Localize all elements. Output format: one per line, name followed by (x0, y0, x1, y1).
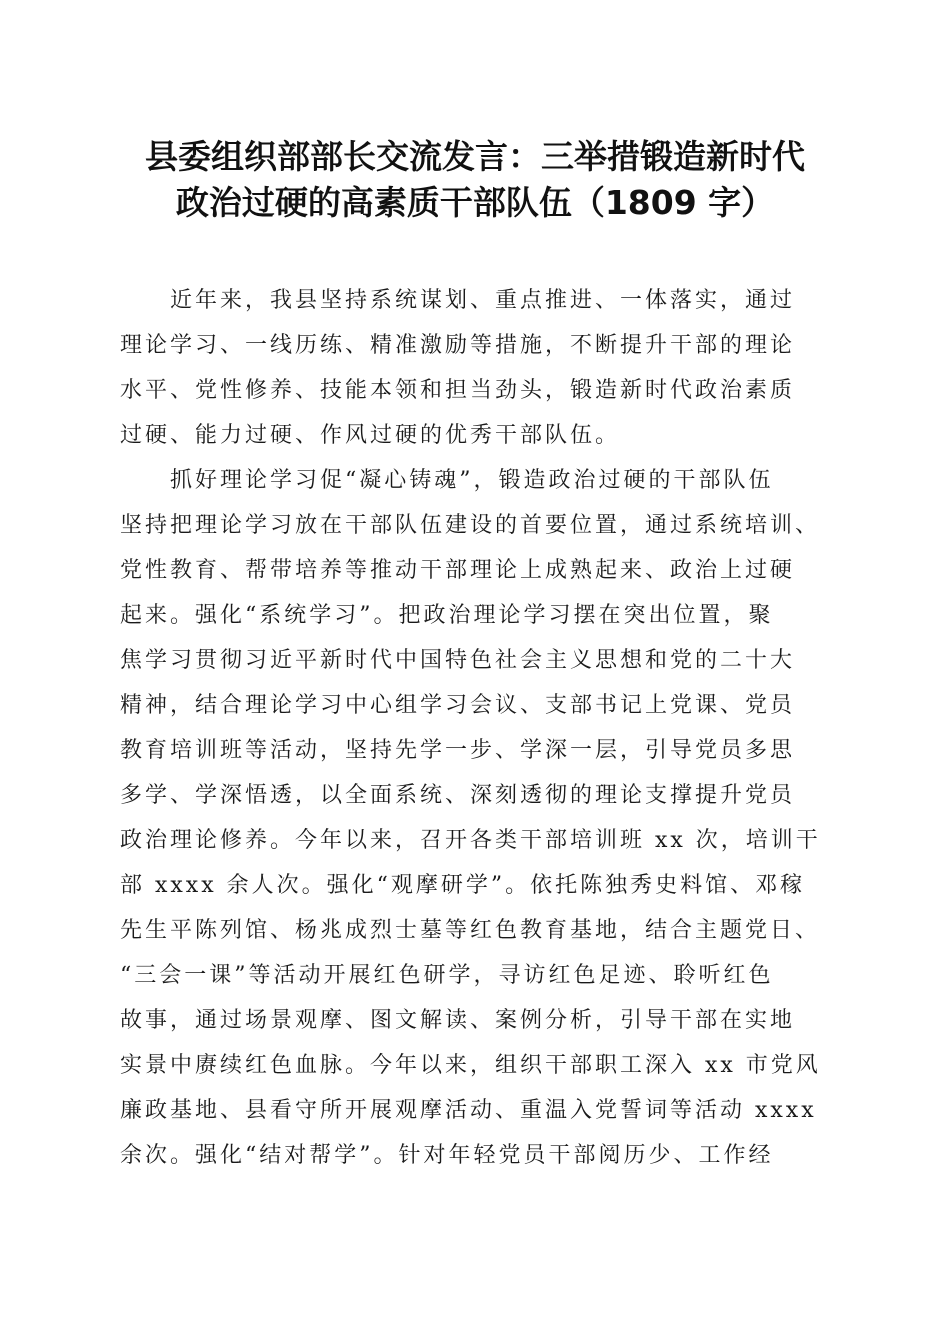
paragraph-line: 教育培训班等活动，坚持先学一步、学深一层，引导党员多思 (120, 738, 796, 763)
paragraph-theory-study (120, 503, 822, 1178)
paragraph-line: “三会一课”等活动开展红色研学，寻访红色足迹、聆听红色 (120, 963, 774, 988)
document-body (120, 278, 822, 1178)
title-line-1: 县委组织部部长交流发言：三举措锻造新时代 (145, 137, 805, 176)
paragraph-line: 起来。强化“系统学习”。把政治理论学习摆在突出位置，聚 (120, 603, 774, 628)
paragraph-line: 廉政基地、县看守所开展观摩活动、重温入党誓词等活动 xxxx (120, 1098, 817, 1123)
paragraph-line: 过硬、能力过硬、作风过硬的优秀干部队伍。 (120, 423, 621, 448)
paragraph-intro (120, 278, 822, 458)
paragraph-line: 近年来，我县坚持系统谋划、重点推进、一体落实，通过 (170, 288, 796, 313)
paragraph-line: 精神，结合理论学习中心组学习会议、支部书记上党课、党员 (120, 693, 796, 718)
paragraph-line: 部 xxxx 余人次。强化“观摩研学”。依托陈独秀史料馆、邓稼 (120, 873, 806, 898)
title-line-2: 政治过硬的高素质干部队伍（1809 字） (175, 183, 775, 222)
section-heading-theory-study (120, 458, 822, 503)
paragraph-line: 多学、学深悟透，以全面系统、深刻透彻的理论支撑提升党员 (120, 783, 796, 808)
paragraph-line: 党性教育、帮带培养等推动干部理论上成熟起来、政治上过硬 (120, 558, 796, 583)
paragraph-line: 先生平陈列馆、杨兆成烈士墓等红色教育基地，结合主题党日、 (120, 918, 821, 943)
paragraph-line: 故事，通过场景观摩、图文解读、案例分析，引导干部在实地 (120, 1008, 796, 1033)
paragraph-line: 余次。强化“结对帮学”。针对年轻党员干部阅历少、工作经 (120, 1143, 774, 1168)
paragraph-line: 焦学习贯彻习近平新时代中国特色社会主义思想和党的二十大 (120, 648, 796, 673)
paragraph-line: 政治理论修养。今年以来，召开各类干部培训班 xx 次，培训干 (120, 828, 821, 853)
paragraph-line: 水平、党性修养、技能本领和担当劲头，锻造新时代政治素质 (120, 378, 796, 403)
paragraph-line: 坚持把理论学习放在干部队伍建设的首要位置，通过系统培训、 (120, 513, 821, 538)
paragraph-line: 理论学习、一线历练、精准激励等措施，不断提升干部的理论 (120, 333, 796, 358)
section-heading-line: 抓好理论学习促“凝心铸魂”，锻造政治过硬的干部队伍 (170, 468, 774, 493)
paragraph-line: 实景中赓续红色血脉。今年以来，组织干部职工深入 xx 市党风 (120, 1053, 821, 1078)
document-title (100, 134, 850, 226)
